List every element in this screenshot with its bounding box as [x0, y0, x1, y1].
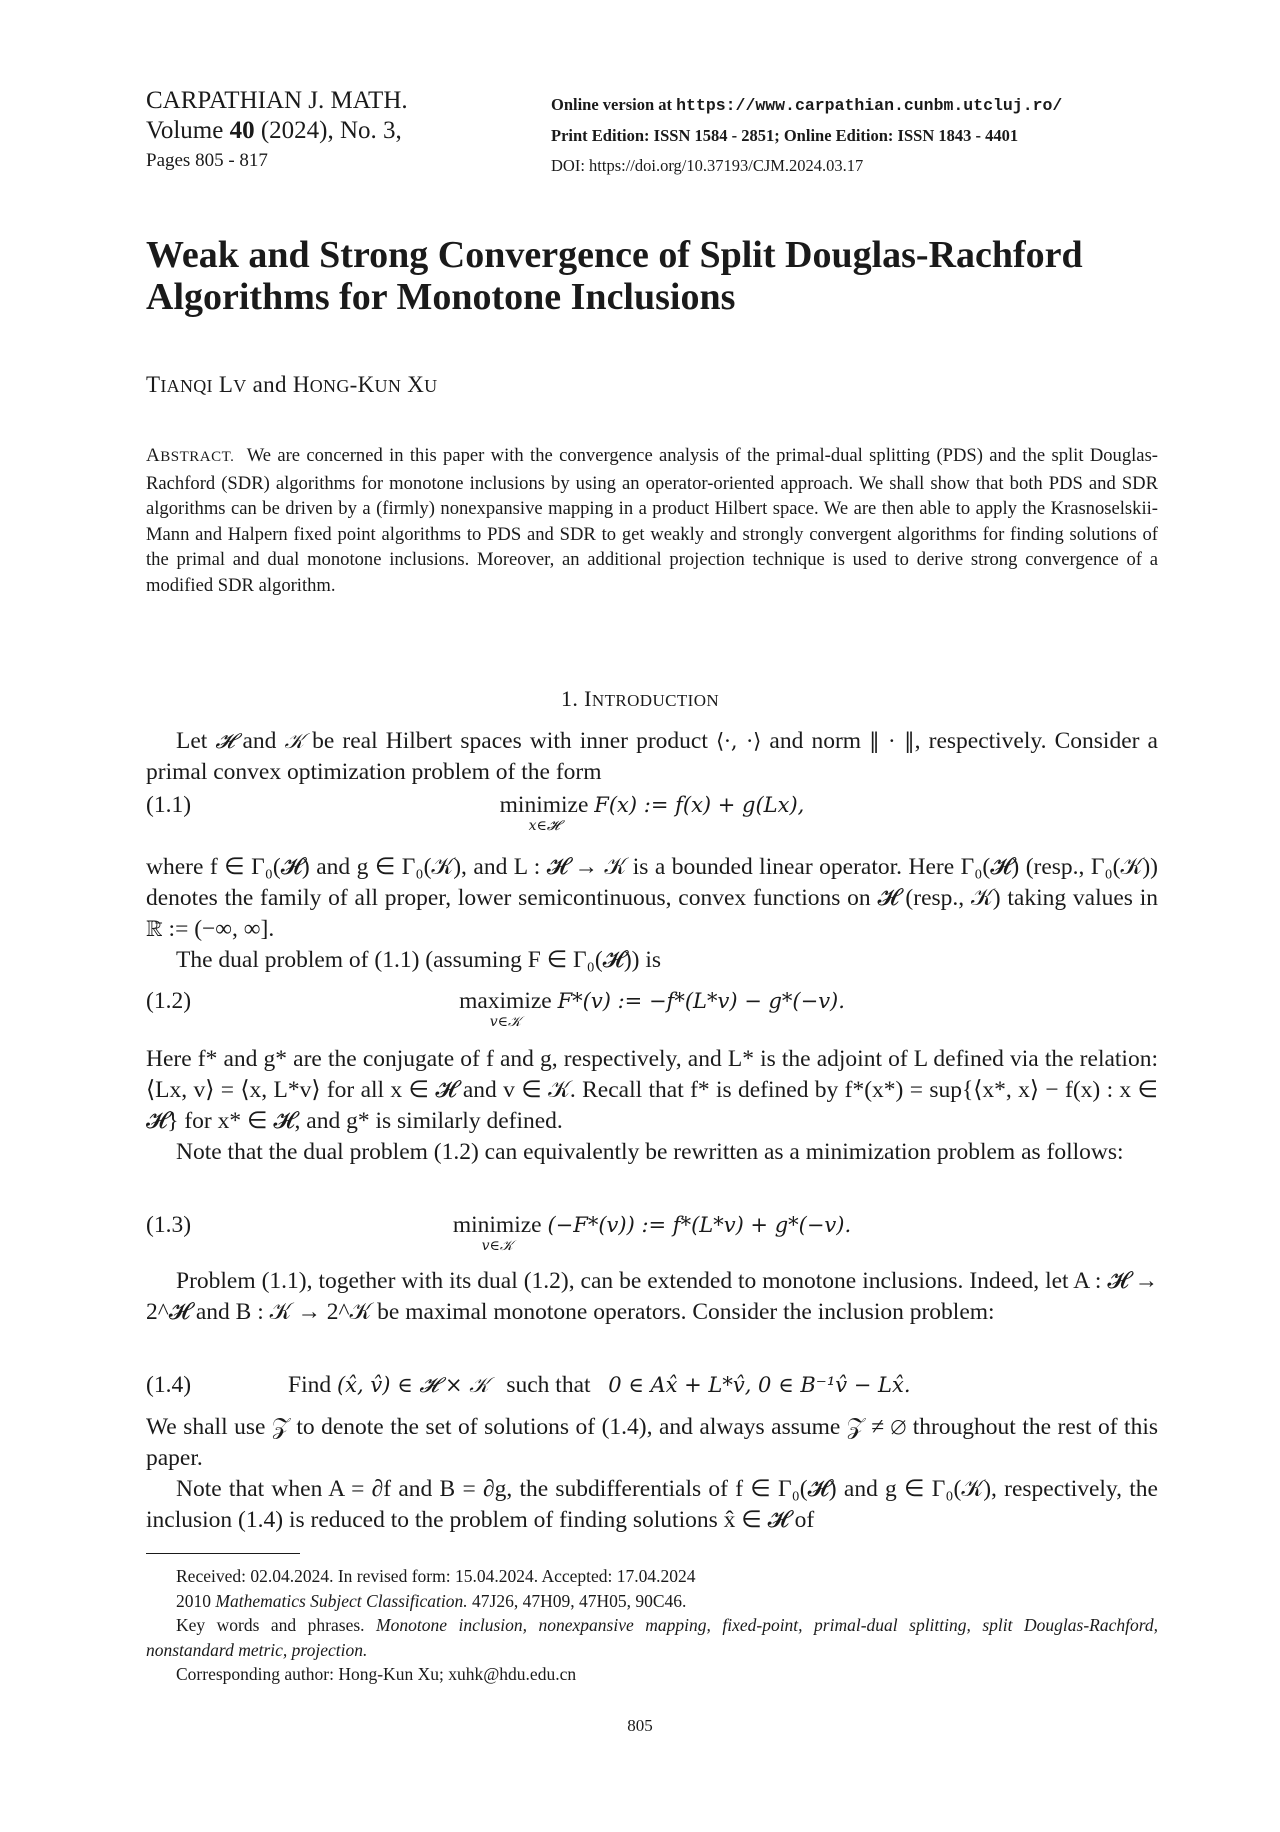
equation-number: (1.1) — [146, 792, 192, 818]
equation-expression: F*(v) := −f*(L*v) − g*(−v). — [557, 989, 845, 1013]
author2-first: ONG — [309, 376, 350, 396]
author1-last: V — [233, 376, 247, 396]
equation-operator — [459, 988, 552, 1030]
operator-subscript: x∈𝓗 — [528, 818, 560, 834]
p3-text: The dual problem of (1.1) (assuming F ∈ Γ₀(𝓗)) is — [176, 947, 662, 973]
abstract-label: BSTRACT. — [160, 449, 235, 465]
author2-dash: - — [349, 372, 358, 397]
abstract-text: We are concerned in this paper with the convergence analysis of the primal-dual splitting (PDS) and the split Douglas-Rachford (SDR) algorithms for monotone inclusions by using an operator-oriented approach. We shall show that both PDS and SDR algorithms can be driven by a (firmly) nonexpansive mapping in a product Hilbert space. We are then able to apply the Krasnoselskii-Mann and Halpern fixed point algorithms to PDS and SDR to get weakly and strongly convergent algorithms for finding solutions of the primal and dual monotone inclusions. Moreover, an additional projection technique is used to derive strong convergence of a modified SDR algorithm. — [146, 445, 1158, 596]
paragraph-7 — [146, 1412, 1158, 1536]
volume-suffix: (2024), No. 3, — [254, 117, 402, 144]
msc-year: 2010 — [176, 1590, 216, 1611]
paragraph-4 — [146, 1044, 1158, 1168]
equation-operator — [499, 792, 589, 834]
section-title: NTRODUCTION — [591, 691, 720, 710]
operator-label: minimize — [499, 792, 589, 818]
operator-subscript: v∈𝒦 — [489, 1014, 522, 1030]
math-norm: ‖ · ‖ — [869, 729, 915, 753]
operator-label: maximize — [459, 988, 552, 1014]
footnote-divider — [146, 1553, 300, 1554]
author2-last: U — [424, 376, 438, 396]
math-K: 𝒦 — [284, 729, 305, 753]
equation-1-1 — [146, 792, 1158, 838]
equation-content — [288, 1372, 911, 1399]
author1-initial: T — [146, 372, 161, 397]
paragraph-2 — [146, 852, 1158, 976]
p6-text: Problem (1.1), together with its dual (1.2), can be extended to monotone inclusions. Indeed, let A : 𝓗 → 2^𝓗 and B : 𝒦 → 2^𝒦 be maximal monotone operators. Consider the inclusion problem: — [146, 1268, 1158, 1325]
p1-a: Let — [176, 728, 216, 754]
p1-e: , respectively. Consider a primal convex optimization problem of the form — [146, 728, 1158, 785]
p1-c: be real Hilbert spaces with inner product — [304, 728, 716, 754]
pair-expression: (x̂, v̂) ∈ 𝓗 × 𝒦 — [336, 1373, 489, 1397]
math-inner-product: ⟨·, ·⟩ — [715, 729, 762, 753]
math-H: 𝓗 — [215, 729, 235, 753]
received-dates: Received: 02.04.2024. In revised form: 15.04.2024. Accepted: 17.04.2024 — [176, 1566, 696, 1586]
keywords-text: Monotone inclusion, nonexpansive mapping, fixed-point, primal-dual splitting, split Douglas-Rachford, nonstandard metric, projection. — [146, 1615, 1159, 1660]
author-and: and — [246, 372, 293, 397]
paragraph-6 — [146, 1266, 1158, 1328]
online-version — [551, 90, 1062, 121]
author2-last-initial: X — [407, 372, 425, 397]
online-url-link[interactable]: https://www.carpathian.cunbm.utcluj.ro/ — [676, 96, 1063, 115]
keywords-label: Key words and phrases. — [176, 1615, 377, 1635]
equation-1-2 — [146, 988, 1158, 1034]
footnotes — [146, 1564, 1158, 1687]
equation-1-3 — [146, 1212, 1158, 1258]
p8-text: Note that when A = ∂f and B = ∂g, the subdifferentials of f ∈ Γ₀(𝓗) and g ∈ Γ₀(𝒦), respectively, the inclusion (1.4) is reduced to the problem of finding solutions x̂ ∈ 𝓗 of — [146, 1476, 1158, 1533]
journal-pages: Pages 805 - 817 — [146, 150, 268, 171]
section-initial: I — [584, 686, 592, 711]
author2-mid-initial: K — [357, 372, 375, 397]
journal-name: CARPATHIAN J. MATH. — [146, 87, 408, 114]
equation-number: (1.4) — [146, 1372, 192, 1398]
p1-b: and — [234, 728, 285, 754]
equation-operator — [452, 1212, 542, 1254]
operator-subscript: v∈𝒦 — [481, 1238, 513, 1254]
abstract — [146, 443, 1158, 598]
inclusion-expression: 0 ∈ Ax̂ + L*v̂, 0 ∈ B⁻¹v̂ − Lx̂. — [608, 1373, 911, 1397]
paragraph-1 — [146, 726, 1158, 788]
journal-volume — [146, 116, 408, 146]
msc-label: Mathematics Subject Classification. — [215, 1590, 468, 1611]
operator-label: minimize — [452, 1212, 542, 1238]
author2-initial: H — [292, 372, 310, 397]
author2-mid: UN — [374, 376, 402, 396]
volume-number: 40 — [229, 117, 255, 144]
such-that-label: such that — [506, 1372, 591, 1398]
abstract-initial: A — [146, 445, 161, 466]
author1-last-initial: L — [218, 372, 234, 397]
section-number: 1. — [560, 686, 579, 711]
equation-expression: F(x) := f(x) + g(Lx), — [594, 793, 805, 817]
msc-codes: 47J26, 47H09, 47H05, 90C46. — [467, 1590, 687, 1611]
journal-block — [146, 86, 408, 176]
equation-expression: (−F*(v)) := f*(L*v) + g*(−v). — [547, 1213, 852, 1237]
equation-content — [146, 988, 1158, 1030]
p5-text: Note that the dual problem (1.2) can equivalently be rewritten as a minimization problem as follows: — [176, 1139, 1124, 1165]
volume-prefix: Volume — [146, 117, 230, 144]
section-heading — [0, 686, 1280, 712]
author1-first: IANQI — [160, 376, 213, 396]
corresponding-author: Corresponding author: Hong-Kun Xu; xuhk@hdu.edu.cn — [176, 1664, 577, 1684]
p4-text: Here f* and g* are the conjugate of f and g, respectively, and L* is the adjoint of L defined via the relation: ⟨Lx, v⟩ = ⟨x, L*v⟩ for all x ∈ 𝓗 and v ∈ 𝒦. Recall that f* is defined by f*(x*) = sup{⟨x*, x⟩ − f(x) : x ∈ 𝓗} for x* ∈ 𝓗, and g* is similarly defined. — [146, 1046, 1158, 1134]
p7-text: We shall use 𝒵 to denote the set of solutions of (1.4), and always assume 𝒵 ≠ ∅ throughout the rest of this paper. — [146, 1414, 1158, 1471]
msc-line — [146, 1589, 1158, 1614]
find-label: Find — [288, 1372, 332, 1398]
online-label: Online version at — [551, 95, 677, 114]
equation-number: (1.3) — [146, 1212, 192, 1238]
issn-line: Print Edition: ISSN 1584 - 2851; Online Edition: ISSN 1843 - 4401 — [551, 126, 1019, 145]
doi-link[interactable]: DOI: https://doi.org/10.37193/CJM.2024.03.17 — [551, 156, 864, 175]
equation-content — [146, 1212, 1158, 1254]
equation-content — [146, 792, 1158, 834]
paper-title: Weak and Strong Convergence of Split Douglas-Rachford Algorithms for Monotone Inclusions — [146, 234, 1083, 318]
journal-info — [551, 90, 1062, 181]
author-line — [146, 372, 437, 398]
p2-text: where f ∈ Γ₀(𝓗) and g ∈ Γ₀(𝒦), and L : 𝓗 → 𝒦 is a bounded linear operator. Here Γ₀(𝓗) (resp., Γ₀(𝒦)) denotes the family of all proper, lower semicontinuous, convex functions on 𝓗 (resp., 𝒦) taking values in ℝ̄ := (−∞, ∞]. — [146, 854, 1158, 942]
page-number: 805 — [627, 1716, 653, 1735]
equation-number: (1.2) — [146, 988, 192, 1014]
p1-d: and norm — [761, 728, 870, 754]
keywords-line — [146, 1613, 1158, 1662]
